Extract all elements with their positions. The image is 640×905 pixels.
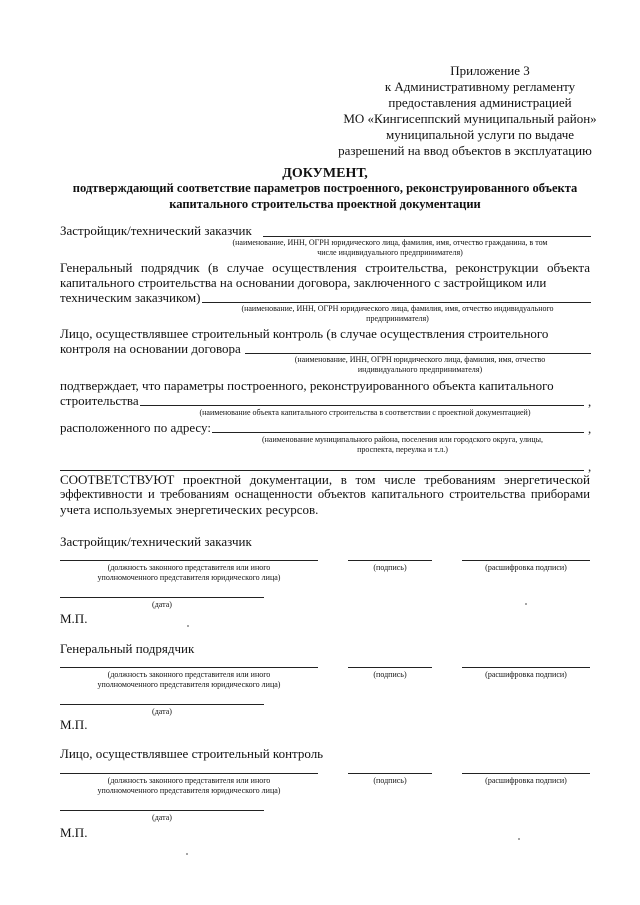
- scan-speck: [186, 853, 188, 855]
- comma: ,: [588, 459, 592, 474]
- comma: ,: [588, 421, 592, 436]
- header-line: МО «Кингисеппский муниципальный район»: [343, 111, 597, 126]
- date-hint: (дата): [152, 707, 172, 716]
- position-hint: уполномоченного представителя юридического лица): [97, 573, 281, 582]
- contractor-text: Генеральный подрядчик (в случае осуществления строительства, реконструкции объекта: [60, 260, 590, 275]
- address-hint: проспекта, переулка и т.л.): [357, 445, 448, 454]
- scan-speck: [187, 625, 189, 627]
- stamp-label: М.П.: [60, 825, 88, 840]
- position-hint: (должность законного представителя или иного: [107, 563, 271, 572]
- document-subtitle-line: капитального строительства проектной документации: [169, 197, 481, 211]
- supervisor-hint: (наименование, ИНН, ОГРН юридического лица, фамилия, имя, отчество: [294, 355, 546, 364]
- position-hint: (должность законного представителя или иного: [107, 776, 271, 785]
- decode-line[interactable]: [462, 773, 590, 774]
- decode-hint: (расшифровка подписи): [485, 670, 567, 679]
- developer-label: Застройщик/технический заказчик: [60, 223, 252, 238]
- compliance-text: учета используемых энергетических ресурсов.: [60, 502, 319, 517]
- stamp-label: М.П.: [60, 717, 88, 732]
- developer-hint: (наименование, ИНН, ОГРН юридического лица, фамилия, имя, отчество гражданина, в том: [232, 238, 548, 247]
- signature-heading: Генеральный подрядчик: [60, 641, 195, 656]
- signature-line[interactable]: [348, 667, 432, 668]
- scan-speck: [525, 603, 527, 605]
- signature-line[interactable]: [348, 773, 432, 774]
- header-line: к Административному регламенту: [384, 79, 576, 94]
- signature-hint: (подпись): [373, 563, 407, 572]
- address-field-line-2[interactable]: [60, 470, 584, 471]
- confirms-text: подтверждает, что параметры построенного, реконструированного объекта капитального: [60, 378, 554, 393]
- position-hint: (должность законного представителя или иного: [107, 670, 271, 679]
- object-name-field-line[interactable]: [140, 405, 584, 406]
- position-hint: уполномоченного представителя юридического лица): [97, 680, 281, 689]
- header-line: Приложение 3: [450, 63, 530, 78]
- header-line: разрешений на ввод объектов в эксплуатацию: [338, 143, 592, 158]
- object-name-hint: (наименование объекта капитального строительства в соответствии с проектной документацией): [199, 408, 531, 417]
- decode-line[interactable]: [462, 560, 590, 561]
- signature-line[interactable]: [348, 560, 432, 561]
- signature-heading: Лицо, осуществлявшее строительный контроль: [60, 746, 324, 761]
- supervisor-text: Лицо, осуществлявшее строительный контроль (в случае осуществления строительного: [60, 326, 549, 341]
- supervisor-field-line[interactable]: [245, 353, 591, 354]
- date-hint: (дата): [152, 600, 172, 609]
- header-line: муниципальной услуги по выдаче: [385, 127, 575, 142]
- signature-hint: (подпись): [373, 670, 407, 679]
- developer-hint: числе индивидуального предпринимателя): [317, 248, 463, 257]
- address-hint: (наименование муниципального района, поселения или городского округа, улицы,: [261, 435, 543, 444]
- supervisor-text: контроля на основании договора: [60, 341, 241, 356]
- position-hint: уполномоченного представителя юридического лица): [97, 786, 281, 795]
- date-line[interactable]: [60, 810, 264, 811]
- decode-hint: (расшифровка подписи): [485, 776, 567, 785]
- scan-speck: [518, 838, 520, 840]
- contractor-field-line[interactable]: [202, 302, 591, 303]
- comma: ,: [588, 394, 592, 409]
- decode-line[interactable]: [462, 667, 590, 668]
- signature-heading: Застройщик/технический заказчик: [60, 534, 252, 549]
- contractor-hint: предпринимателя): [366, 314, 429, 323]
- developer-field-line[interactable]: [263, 236, 591, 237]
- signature-hint: (подпись): [373, 776, 407, 785]
- position-line[interactable]: [60, 773, 318, 774]
- contractor-hint: (наименование, ИНН, ОГРН юридического лица, фамилия, имя, отчество индивидуального: [241, 304, 554, 313]
- date-line[interactable]: [60, 704, 264, 705]
- date-line[interactable]: [60, 597, 264, 598]
- date-hint: (дата): [152, 813, 172, 822]
- decode-hint: (расшифровка подписи): [485, 563, 567, 572]
- contractor-text: техническим заказчиком): [60, 290, 201, 305]
- header-line: предоставления администрацией: [388, 95, 572, 110]
- compliance-text: эффективности и требованиям оснащенности объектов капитального строительства приборами: [60, 487, 590, 501]
- stamp-label: М.П.: [60, 611, 88, 626]
- address-label: расположенного по адресу:: [60, 420, 211, 435]
- position-line[interactable]: [60, 667, 318, 668]
- confirms-text: строительства: [60, 393, 139, 408]
- document-title: ДОКУМЕНТ,: [282, 166, 368, 181]
- contractor-text: капитального строительства на основании договора, заключенного с застройщиком или: [60, 275, 547, 290]
- compliance-text: СООТВЕТСТВУЮТ проектной документации, в том числе требованиям энергетической: [60, 472, 590, 487]
- document-subtitle-line: подтверждающий соответствие параметров построенного, реконструированного объекта: [72, 181, 578, 195]
- position-line[interactable]: [60, 560, 318, 561]
- supervisor-hint: индивидуального предпринимателя): [357, 365, 483, 374]
- address-field-line[interactable]: [212, 432, 584, 433]
